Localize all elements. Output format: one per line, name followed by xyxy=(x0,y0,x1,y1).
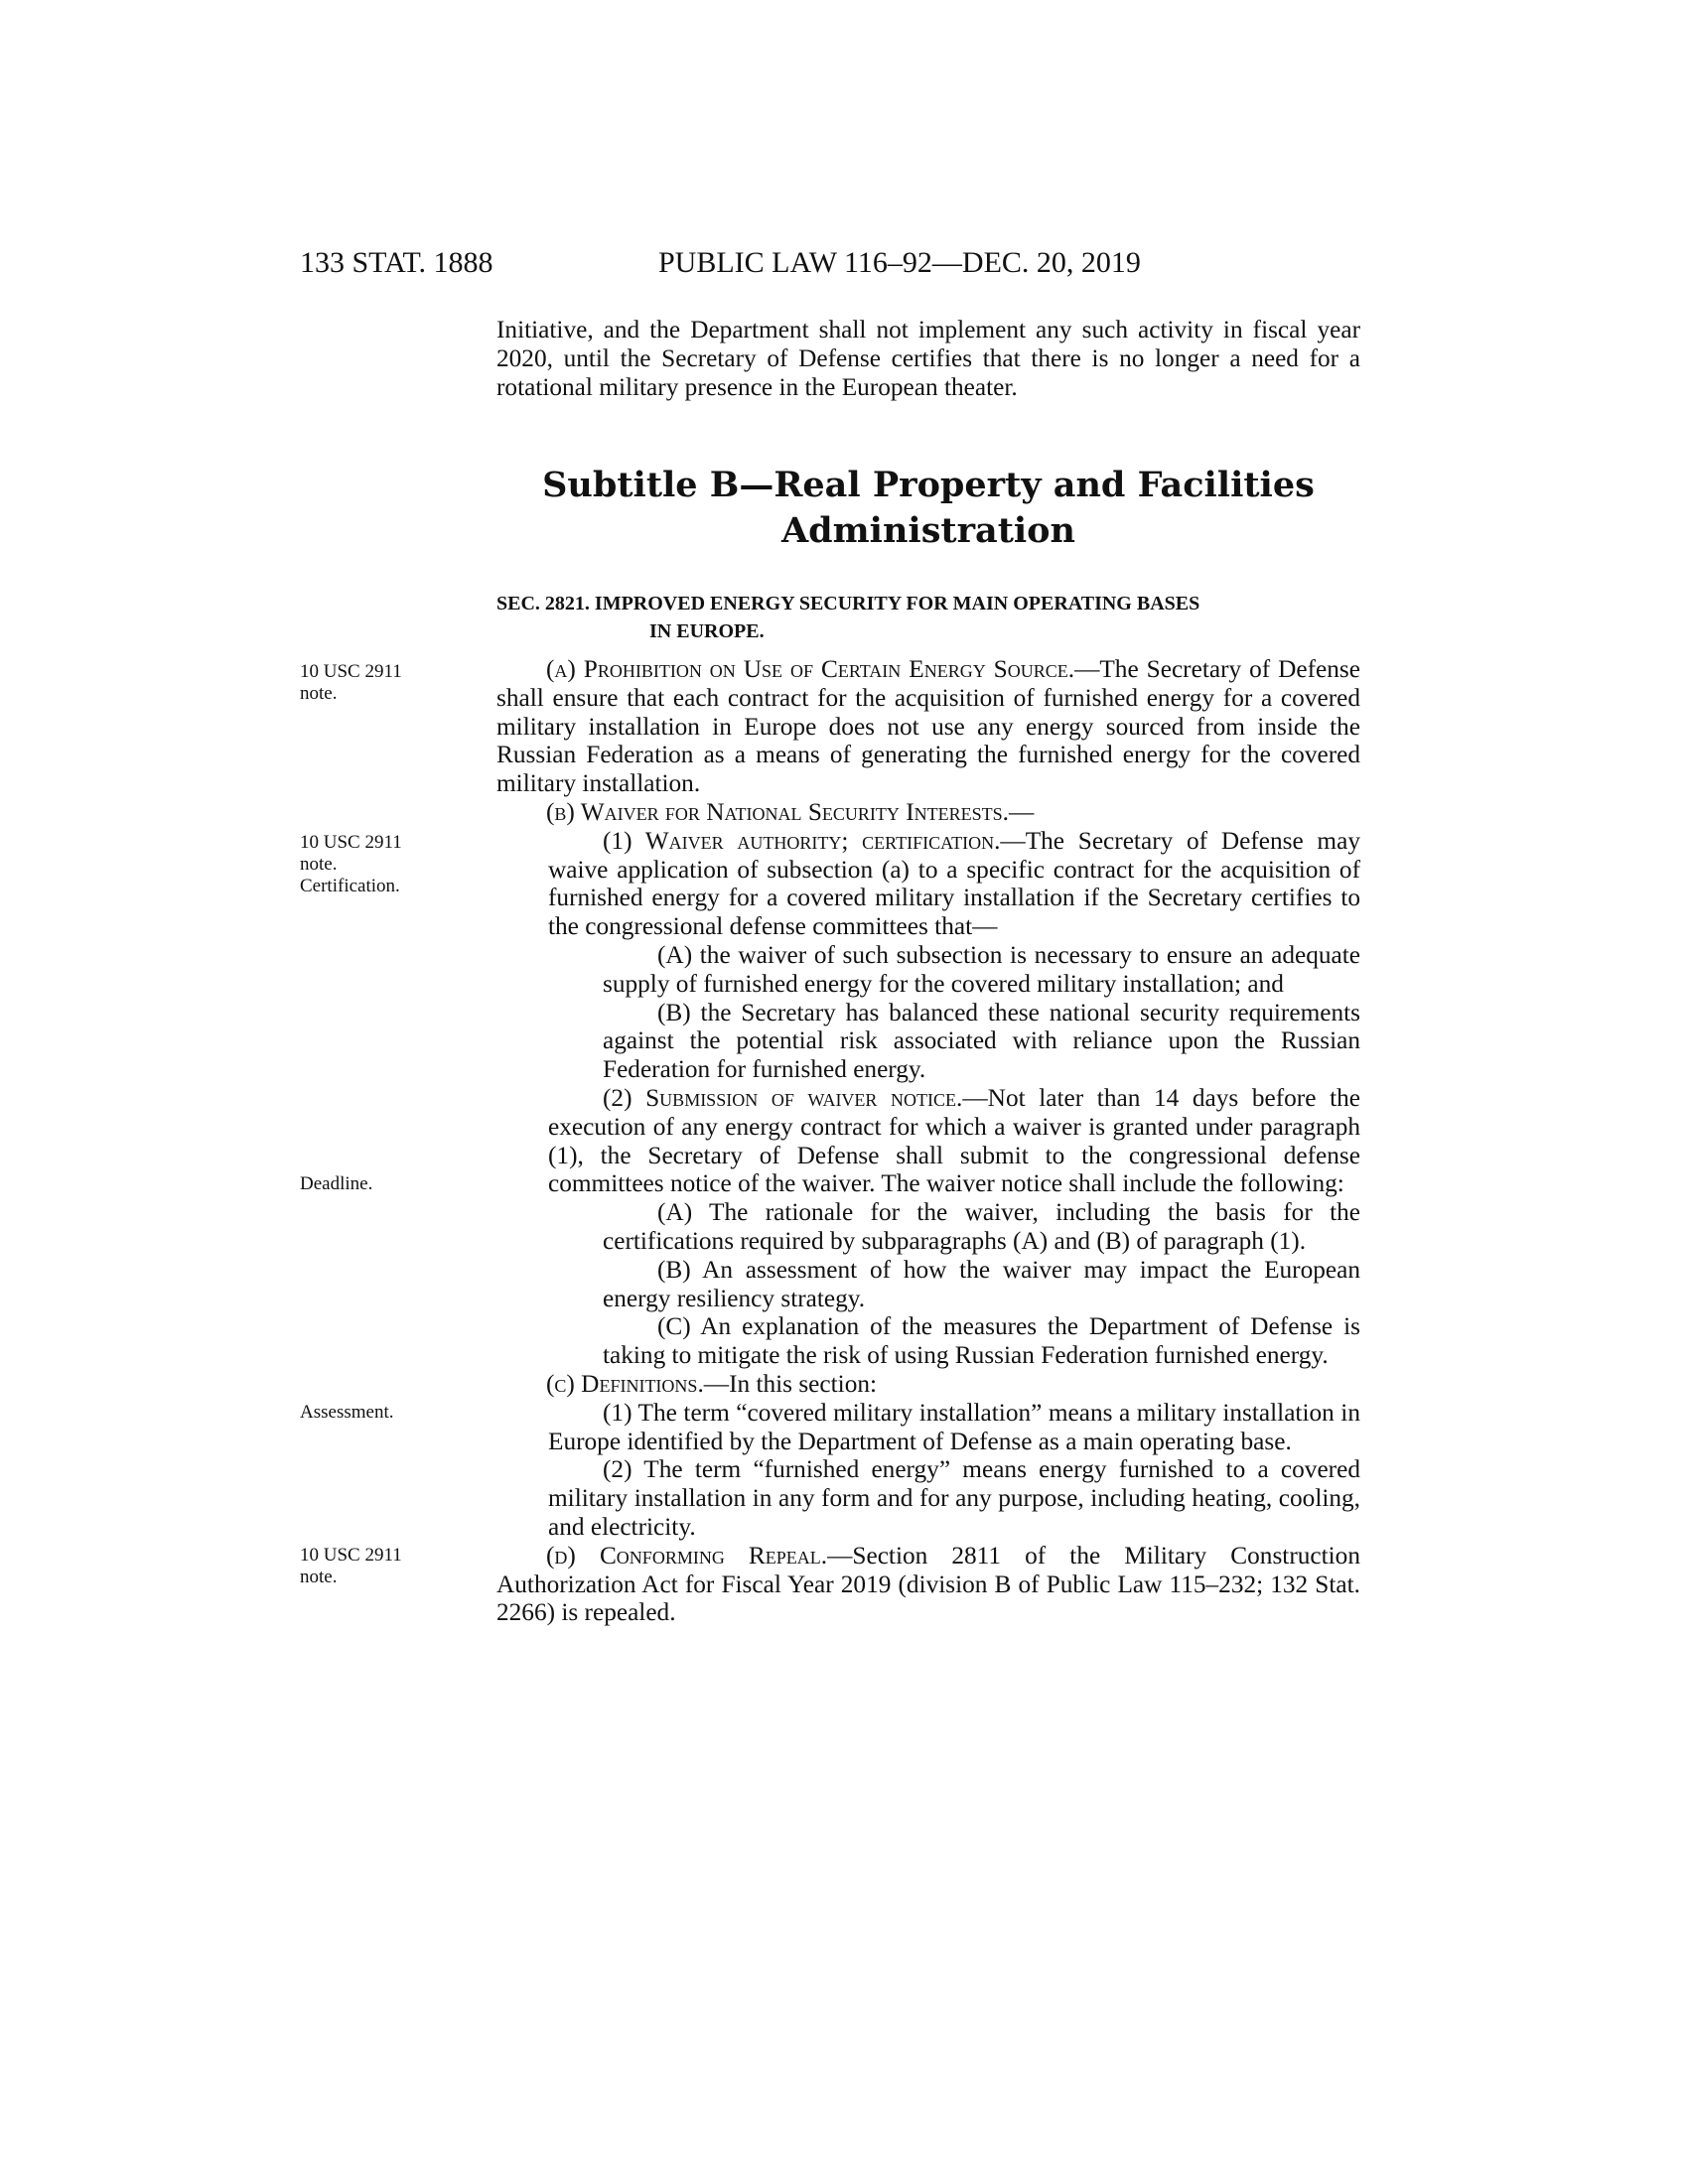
subparagraph-b2a: (A) The rationale for the waiver, including the basis for the certifications required by subparagraphs (A) and (B) of paragraph (1). xyxy=(603,1198,1360,1255)
margin-note-line: 10 USC 2911 xyxy=(300,661,402,682)
subparagraph-b2c: (C) An explanation of the measures the Department of Defense is taking to mitigate the risk of using Russian Federation furnished energy. xyxy=(603,1312,1360,1370)
paragraph-b1-heading: (1) Waiver authority; certification. xyxy=(603,826,1001,855)
subsection-a-text: —The Secretary of Defense shall ensure that each contract for the acquisition of furnished energy for a covered military installation in Europe does not use any energy sourced from inside the Russian Federation as a means of generating the furnished energy for the covered military installation. xyxy=(496,655,1361,798)
section-title xyxy=(496,590,1360,645)
subtitle-heading xyxy=(496,463,1360,554)
margin-note-line: 10 USC 2911 xyxy=(300,1545,402,1566)
margin-note-line: 10 USC 2911 xyxy=(300,832,402,853)
paragraph-c2: (2) The term “furnished energy” means energy furnished to a covered military installation in any form and for any purpose, including heating, cooling, and electricity. xyxy=(548,1455,1360,1541)
margin-note-assessment: Assessment. xyxy=(300,1402,394,1423)
subsection-a xyxy=(496,655,1360,798)
subsection-c-text: —In this section: xyxy=(703,1369,878,1398)
paragraph-b2 xyxy=(496,1084,1360,1198)
subsection-d-text: —Section 2811 of the Military Construction Authorization Act for Fiscal Year 2019 (division B of Public Law 115–232; 132 Stat. 2266) is repealed. xyxy=(496,1541,1360,1627)
subsection-b-text: — xyxy=(1008,797,1035,826)
subparagraph-b1b: (B) the Secretary has balanced these national security requirements against the potential risk associated with reliance upon the Russian Federation for furnished energy. xyxy=(603,998,1360,1084)
margin-note-line: Certification. xyxy=(300,876,400,896)
law-header: PUBLIC LAW 116–92—DEC. 20, 2019 xyxy=(658,246,1141,279)
paragraph-b1 xyxy=(496,827,1360,941)
subsection-c-heading: (c) Definitions. xyxy=(546,1369,704,1398)
subtitle-line-2: Administration xyxy=(781,510,1075,551)
paragraph-b1-text: —The Secretary of Defense may waive application of subsection (a) to a specific contract for the acquisition of furnished energy for a covered military installation if the Secretary certifies to the congressional defense committees that— xyxy=(548,826,1360,941)
subsection-a-heading: (a) Prohibition on Use of Certain Energy Source. xyxy=(546,655,1075,683)
margin-note-line: note. xyxy=(300,1567,338,1587)
section-title-line-1: SEC. 2821. IMPROVED ENERGY SECURITY FOR MAIN OPERATING BASES xyxy=(496,593,1200,614)
section-body xyxy=(496,655,1360,1627)
subsection-c xyxy=(496,1370,1360,1399)
subsection-b-heading: (b) Waiver for National Security Interests. xyxy=(546,797,1009,826)
margin-note-line: note. xyxy=(300,854,338,875)
subsection-b xyxy=(496,798,1360,827)
margin-note-usc-certification xyxy=(300,832,449,897)
margin-note-usc-2 xyxy=(300,1545,449,1588)
subparagraph-b2b: (B) An assessment of how the waiver may impact the European energy resiliency strategy. xyxy=(603,1255,1360,1312)
margin-note-usc-1 xyxy=(300,661,449,705)
paragraph-c1: (1) The term “covered military installation” means a military installation in Europe identified by the Department of Defense as a main operating base. xyxy=(548,1398,1360,1455)
margin-note-line: note. xyxy=(300,683,338,704)
paragraph-b2-text: —Not later than 14 days before the execution of any energy contract for which a waiver is granted under paragraph (1), the Secretary of Defense shall submit to the congressional defense committees notice of the waiver. The waiver notice shall include the following: xyxy=(548,1083,1360,1198)
stat-page-number: 133 STAT. 1888 xyxy=(300,246,493,279)
section-title-line-2: IN EUROPE. xyxy=(649,620,765,642)
paragraph-b2-heading: (2) Submission of waiver notice. xyxy=(603,1083,963,1112)
intro-paragraph xyxy=(496,316,1360,401)
subsection-d xyxy=(496,1542,1360,1627)
subtitle-line-1: Subtitle B—Real Property and Facilities xyxy=(542,465,1315,505)
margin-note-deadline: Deadline. xyxy=(300,1173,373,1194)
subparagraph-b1a: (A) the waiver of such subsection is necessary to ensure an adequate supply of furnished energy for the covered military installation; and xyxy=(603,940,1360,998)
subsection-d-heading: (d) Conforming Repeal. xyxy=(546,1541,828,1570)
intro-text: Initiative, and the Department shall not implement any such activity in fiscal year 2020, until the Secretary of Defense certifies that there is no longer a need for a rotational military presence in the European theater. xyxy=(496,316,1360,401)
